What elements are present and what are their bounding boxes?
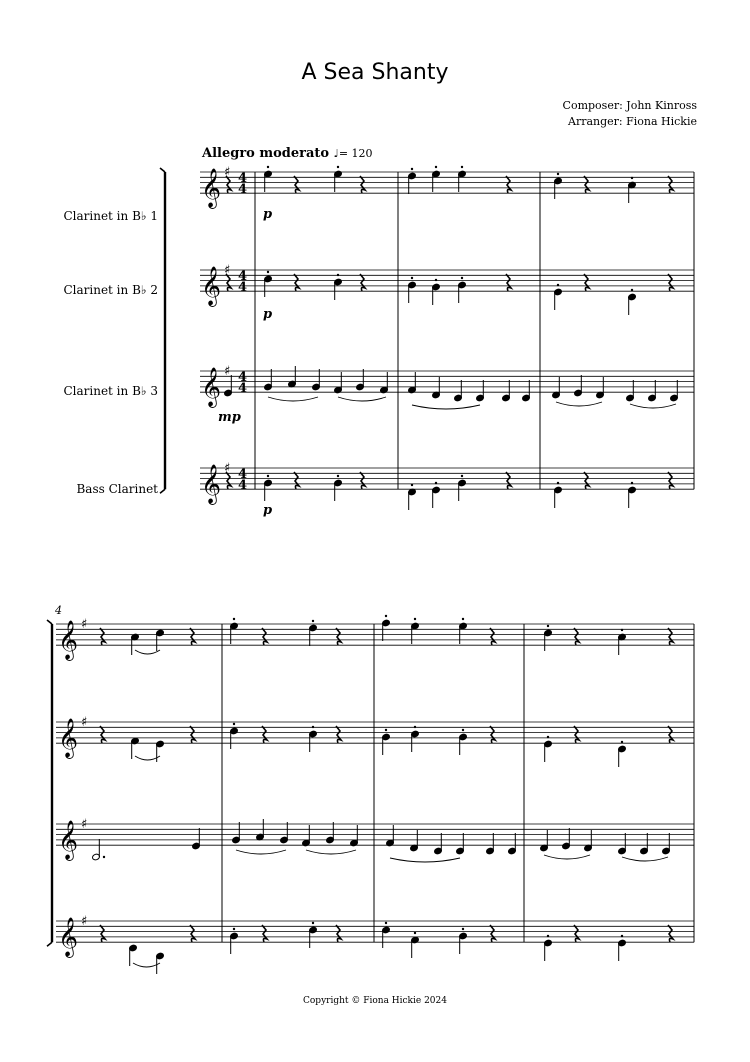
slur bbox=[544, 855, 590, 859]
staff-system1 bbox=[200, 172, 694, 193]
instrument-label-bass-clarinet: Bass Clarinet bbox=[76, 482, 158, 496]
staccato-dot bbox=[621, 741, 623, 743]
quarter-rest-icon bbox=[190, 726, 195, 743]
staccato-dot bbox=[385, 922, 387, 924]
staccato-dot bbox=[557, 173, 559, 175]
staccato-dot bbox=[461, 277, 463, 279]
staccato-dot bbox=[631, 482, 633, 484]
quarter-rest-icon bbox=[490, 726, 495, 743]
staccato-dot bbox=[312, 726, 314, 728]
instrument-label-clarinet-3: Clarinet in B♭ 3 bbox=[63, 384, 158, 398]
dynamic-marking: p bbox=[263, 207, 273, 222]
staccato-dot bbox=[337, 274, 339, 276]
slur bbox=[390, 858, 460, 862]
staccato-dot bbox=[547, 935, 549, 937]
tempo-text: Allegro moderato bbox=[202, 146, 330, 161]
staccato-dot bbox=[414, 618, 416, 620]
quarter-rest-icon bbox=[360, 176, 365, 193]
quarter-rest-icon bbox=[668, 472, 673, 489]
staccato-dot bbox=[233, 723, 235, 725]
staccato-dot bbox=[414, 932, 416, 934]
treble-clef-icon: 𝄞 bbox=[58, 820, 79, 861]
staccato-dot bbox=[631, 289, 633, 291]
quarter-rest-icon bbox=[574, 628, 579, 645]
staccato-dot bbox=[435, 482, 437, 484]
time-signature-denominator: 4 bbox=[238, 478, 248, 493]
sharp-icon: ♯ bbox=[81, 715, 88, 730]
staccato-dot bbox=[461, 475, 463, 477]
slur bbox=[268, 397, 318, 401]
staff-system2 bbox=[56, 624, 694, 645]
staccato-dot bbox=[312, 922, 314, 924]
quarter-rest-icon bbox=[506, 472, 511, 489]
sharp-icon: ♯ bbox=[224, 165, 231, 180]
time-signature-denominator: 4 bbox=[238, 381, 248, 396]
quarter-rest-icon bbox=[262, 925, 267, 942]
staccato-dot bbox=[547, 736, 549, 738]
quarter-rest-icon bbox=[336, 925, 341, 942]
quarter-rest-icon bbox=[360, 274, 365, 291]
quarter-rest-icon bbox=[506, 176, 511, 193]
quarter-rest-icon bbox=[490, 925, 495, 942]
staff-system2 bbox=[56, 722, 694, 743]
time-signature-numerator: 4 bbox=[238, 171, 248, 186]
time-signature-numerator: 4 bbox=[238, 370, 248, 385]
quarter-rest-icon bbox=[100, 925, 105, 942]
staccato-dot bbox=[411, 168, 413, 170]
instrument-label-clarinet-1: Clarinet in B♭ 1 bbox=[63, 209, 158, 223]
staccato-dot bbox=[621, 629, 623, 631]
staccato-dot bbox=[462, 928, 464, 930]
slur bbox=[306, 850, 356, 854]
time-signature-denominator: 4 bbox=[238, 182, 248, 197]
quarter-rest-icon bbox=[294, 472, 299, 489]
staccato-dot bbox=[462, 729, 464, 731]
quarter-rest-icon bbox=[100, 726, 105, 743]
treble-clef-icon: 𝄞 bbox=[201, 266, 222, 307]
instrument-label-clarinet-2: Clarinet in B♭ 2 bbox=[63, 283, 158, 297]
quarter-rest-icon bbox=[574, 925, 579, 942]
staccato-dot bbox=[233, 618, 235, 620]
treble-clef-icon: 𝄞 bbox=[58, 917, 79, 958]
staff-system2 bbox=[56, 824, 694, 845]
quarter-rest-icon bbox=[668, 925, 673, 942]
quarter-rest-icon bbox=[584, 472, 589, 489]
slur bbox=[630, 404, 676, 408]
sharp-icon: ♯ bbox=[224, 263, 231, 278]
staccato-dot bbox=[462, 618, 464, 620]
treble-clef-icon: 𝄞 bbox=[201, 367, 222, 408]
treble-clef-icon: 𝄞 bbox=[201, 464, 222, 505]
staff-system1 bbox=[200, 468, 694, 489]
staccato-dot bbox=[557, 482, 559, 484]
staccato-dot bbox=[435, 279, 437, 281]
staccato-dot bbox=[385, 729, 387, 731]
time-signature-denominator: 4 bbox=[238, 280, 248, 295]
slur bbox=[556, 402, 602, 406]
staccato-dot bbox=[411, 277, 413, 279]
time-signature-numerator: 4 bbox=[238, 467, 248, 482]
staccato-dot bbox=[267, 475, 269, 477]
staccato-dot bbox=[312, 620, 314, 622]
staccato-dot bbox=[267, 166, 269, 168]
staccato-dot bbox=[435, 166, 437, 168]
quarter-rest-icon bbox=[490, 628, 495, 645]
staccato-dot bbox=[337, 166, 339, 168]
treble-clef-icon: 𝄞 bbox=[58, 718, 79, 759]
quarter-rest-icon bbox=[668, 274, 673, 291]
quarter-rest-icon bbox=[668, 726, 673, 743]
staccato-dot bbox=[411, 484, 413, 486]
staff-system2 bbox=[56, 921, 694, 942]
metronome-value: = 120 bbox=[338, 147, 373, 160]
staccato-dot bbox=[557, 284, 559, 286]
slur bbox=[133, 963, 160, 967]
composer-credit: Composer: John Kinross bbox=[562, 99, 697, 112]
staccato-dot bbox=[461, 166, 463, 168]
staccato-dot bbox=[233, 928, 235, 930]
quarter-rest-icon bbox=[294, 274, 299, 291]
slur bbox=[412, 405, 480, 409]
arranger-credit: Arranger: Fiona Hickie bbox=[568, 115, 697, 128]
quarter-rest-icon bbox=[336, 628, 341, 645]
quarter-rest-icon bbox=[506, 274, 511, 291]
copyright-notice: Copyright © Fiona Hickie 2024 bbox=[303, 996, 447, 1006]
slur bbox=[622, 857, 668, 861]
quarter-rest-icon bbox=[584, 176, 589, 193]
quarter-rest-icon bbox=[190, 628, 195, 645]
staccato-dot bbox=[631, 177, 633, 179]
quarter-rest-icon bbox=[574, 726, 579, 743]
score-title: A Sea Shanty bbox=[301, 60, 449, 85]
metronome-mark: ♩= 120 bbox=[333, 147, 373, 160]
quarter-rest-icon bbox=[100, 628, 105, 645]
staccato-dot bbox=[267, 271, 269, 273]
staccato-dot bbox=[414, 726, 416, 728]
staff-system1 bbox=[200, 371, 694, 392]
sharp-icon: ♯ bbox=[81, 914, 88, 929]
sharp-icon: ♯ bbox=[224, 461, 231, 476]
quarter-rest-icon bbox=[360, 472, 365, 489]
sharp-icon: ♯ bbox=[224, 364, 231, 379]
sharp-icon: ♯ bbox=[81, 817, 88, 832]
dynamic-marking: p bbox=[263, 503, 273, 518]
staccato-dot bbox=[337, 475, 339, 477]
sharp-icon: ♯ bbox=[81, 617, 88, 632]
slur bbox=[236, 850, 286, 854]
dynamic-marking: mp bbox=[218, 410, 241, 425]
staccato-dot bbox=[385, 615, 387, 617]
treble-clef-icon: 𝄞 bbox=[58, 620, 79, 661]
staff-system1 bbox=[200, 270, 694, 291]
quarter-rest-icon bbox=[294, 176, 299, 193]
time-signature-numerator: 4 bbox=[238, 269, 248, 284]
quarter-rest-icon bbox=[584, 274, 589, 291]
treble-clef-icon: 𝄞 bbox=[201, 168, 222, 209]
staccato-dot bbox=[621, 935, 623, 937]
quarter-rest-icon bbox=[262, 628, 267, 645]
staccato-dot bbox=[547, 625, 549, 627]
quarter-rest-icon bbox=[336, 726, 341, 743]
quarter-rest-icon bbox=[262, 726, 267, 743]
measure-number: 4 bbox=[55, 604, 62, 617]
quarter-rest-icon bbox=[668, 628, 673, 645]
dot bbox=[103, 856, 105, 858]
slur bbox=[338, 397, 386, 401]
quarter-rest-icon bbox=[190, 925, 195, 942]
quarter-rest-icon bbox=[668, 176, 673, 193]
dynamic-marking: p bbox=[263, 307, 273, 322]
